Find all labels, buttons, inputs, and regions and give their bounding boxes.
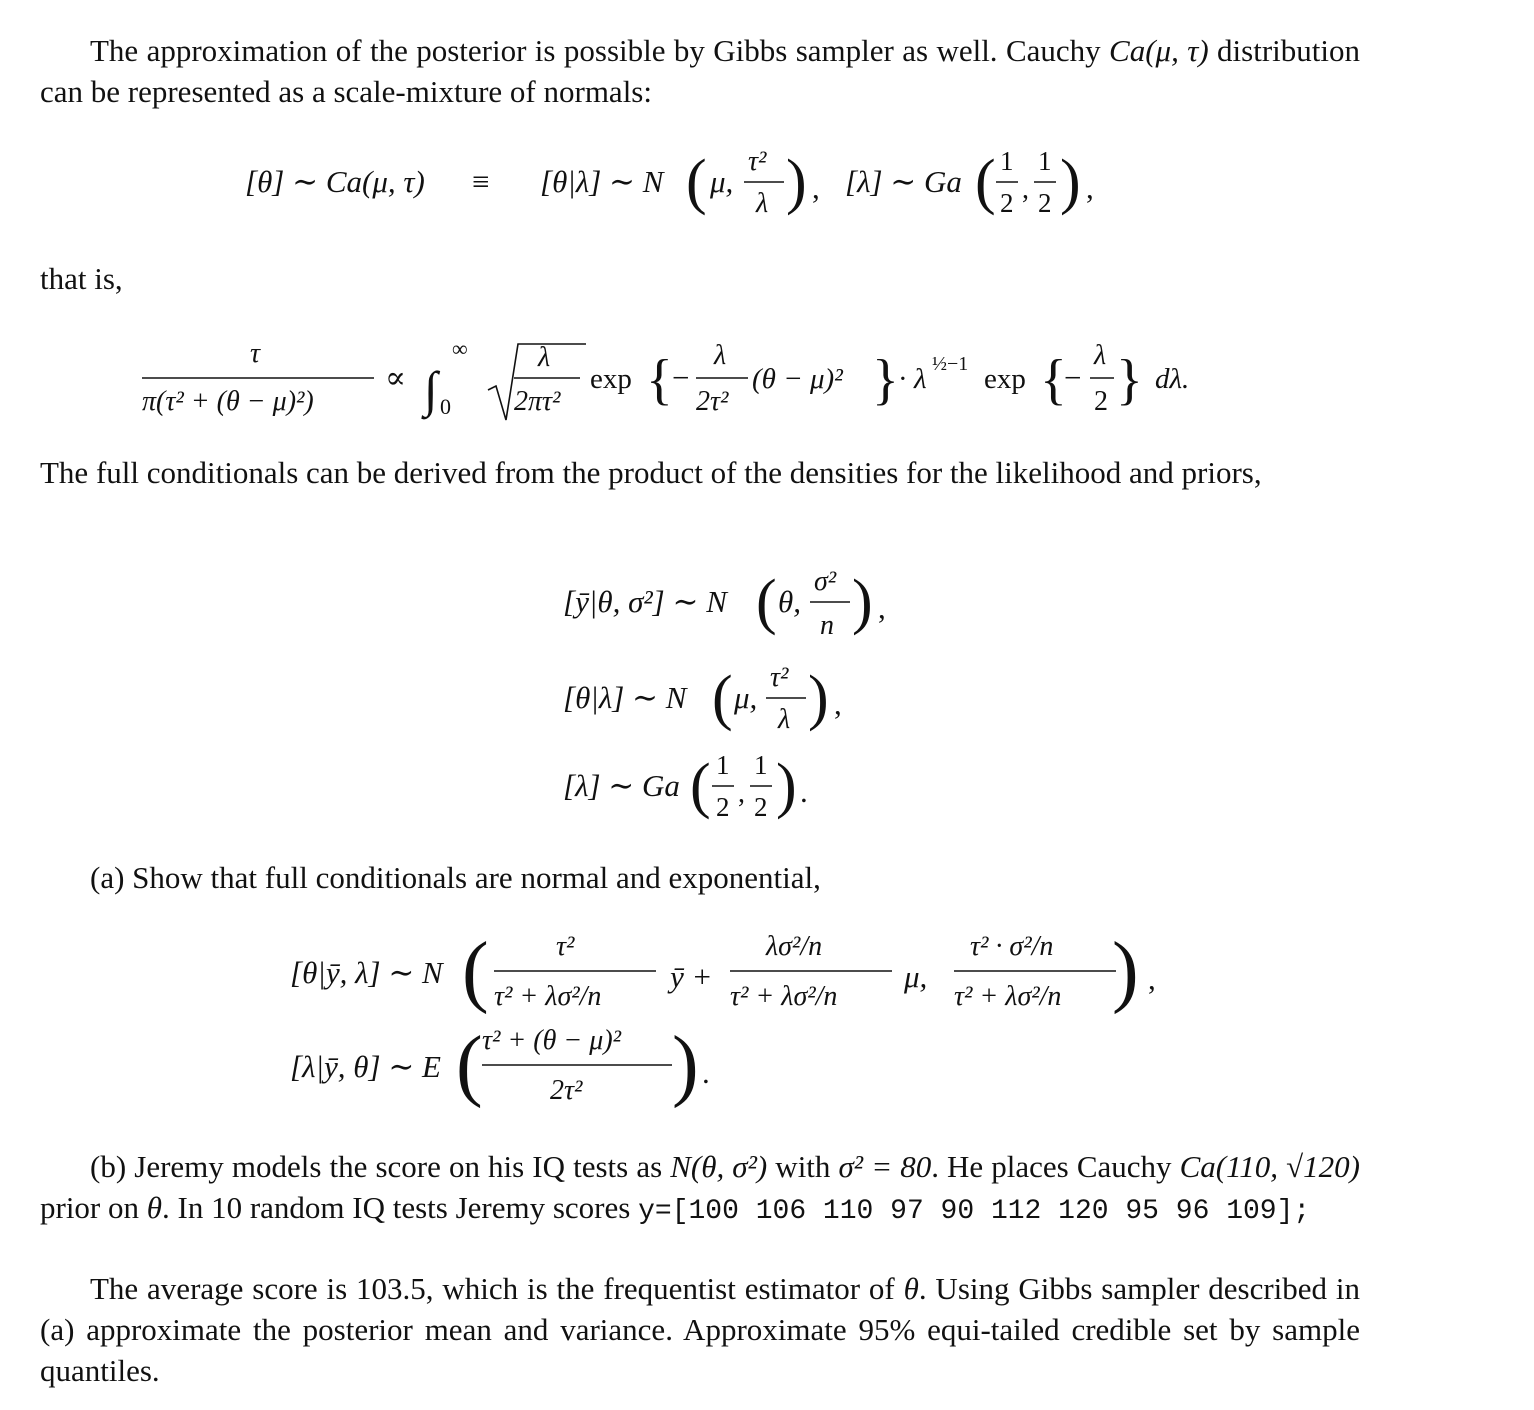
- eq2-brace2-close: }: [1116, 349, 1143, 411]
- eq1-equiv: ≡: [472, 164, 490, 199]
- eq1-half2-den: 2: [1038, 188, 1052, 218]
- part-b-label: (b): [90, 1149, 127, 1184]
- eq2-sqrt-den: 2πτ²: [514, 386, 561, 417]
- part-b-sigma: σ² = 80: [838, 1149, 932, 1184]
- eq3-l3-period: .: [800, 774, 808, 809]
- eq3-l1-comma: ,: [878, 590, 886, 625]
- eq2-last-den: 2: [1094, 386, 1108, 417]
- part-b-theta: θ: [146, 1190, 162, 1225]
- part-b-text-3: . He places Cauchy: [931, 1149, 1180, 1184]
- eq3-l1-paren-open: (: [756, 568, 777, 636]
- eq3-l1-theta: θ,: [778, 584, 801, 619]
- part-b-text-2: with: [767, 1149, 839, 1184]
- eq3-l2-comma: ,: [834, 686, 842, 721]
- final-text-2: . Using Gibbs sampler described in (a) approximate the posterior mean and variance. Approximate 95% equi-tailed credible set by sample quantiles.: [40, 1271, 1360, 1388]
- eq2-lhs-num: τ: [250, 338, 261, 369]
- eq2-brace-open: {: [646, 349, 673, 411]
- eq2-lower: 0: [440, 394, 451, 419]
- intro-paragraph: [40, 30, 1360, 112]
- eq2-minus2: −: [1064, 360, 1082, 395]
- eq4-f3-den: τ² + λσ²/n: [954, 981, 1062, 1012]
- eq1-half1-num: 1: [1000, 146, 1014, 176]
- eq4-line1: [θ|ȳ, λ] ∼ N: [290, 955, 443, 990]
- part-b-paragraph: [40, 1146, 1360, 1232]
- eq4-line2: [λ|ȳ, θ] ∼ E: [290, 1049, 441, 1084]
- eq4-f2-num: λσ²/n: [766, 931, 823, 962]
- eq1-end-comma: ,: [1086, 170, 1094, 205]
- eq1-frac-num: τ²: [748, 146, 767, 177]
- eq3-l1-paren-close: ): [852, 568, 873, 636]
- eq1-mid: [θ|λ] ∼ N: [540, 164, 664, 199]
- eq2-sqrt-num: λ: [538, 342, 551, 373]
- final-theta: θ: [903, 1271, 919, 1306]
- eq2-propto: ∝: [385, 360, 406, 395]
- eq4-f4-den: 2τ²: [550, 1075, 583, 1106]
- eq1-comma2: ,: [1022, 174, 1029, 205]
- eq4-l2-paren-close: ): [672, 1021, 699, 1109]
- eq1-mu: μ,: [710, 164, 734, 199]
- eq3-l1-den: n: [820, 610, 834, 641]
- eq3-l2-paren-close: ): [808, 664, 829, 732]
- eq3-l2-mu: μ,: [734, 680, 758, 715]
- eq4-l1-paren-close: ): [1112, 927, 1139, 1015]
- eq4-f1-num: τ²: [556, 931, 575, 962]
- eq3-line1: [ȳ|θ, σ²] ∼ N: [563, 584, 727, 619]
- eq1-half1-den: 2: [1000, 188, 1014, 218]
- eq2-term-rest: (θ − μ)²: [752, 363, 843, 395]
- cauchy-notation: Ca(μ, τ): [1109, 33, 1209, 68]
- eq3-l3-paren-close: ): [776, 752, 797, 820]
- eq1-paren-open: (: [686, 148, 707, 216]
- eq4-f2-den: τ² + λσ²/n: [730, 981, 838, 1012]
- eq2-minus: −: [672, 360, 690, 395]
- eq3-l2-num: τ²: [770, 662, 789, 693]
- intro-text-2: distribution can be represented as a scale-mixture of normals:: [40, 33, 1360, 109]
- part-b-text-1: Jeremy models the score on his IQ tests as: [134, 1149, 671, 1184]
- part-a-label: (a): [90, 860, 125, 895]
- that-is-text: that is,: [40, 261, 123, 296]
- eq1-rhs: [λ] ∼ Ga: [845, 164, 962, 199]
- priors-equations: [0, 560, 1534, 840]
- eq2-brace-close: }: [872, 349, 899, 411]
- eq3-l2-paren-open: (: [712, 664, 733, 732]
- eq2-exp2: exp: [984, 363, 1026, 395]
- full-conditionals-equations: [0, 925, 1534, 1125]
- eq2-term-den: 2τ²: [696, 386, 729, 417]
- eq2-exp: exp: [590, 363, 632, 395]
- eq1-gparen-close: ): [1060, 148, 1081, 216]
- eq3-l3-h2-num: 1: [754, 750, 768, 780]
- part-b-model: N(θ, σ²): [670, 1149, 768, 1184]
- eq2-term-num: λ: [714, 340, 727, 371]
- eq3-l3-comma: ,: [738, 778, 745, 809]
- full-conditionals-paragraph: The full conditionals can be derived from the product of the densities for the likelihood and priors,: [40, 455, 1262, 490]
- eq2-lam-pow: λ: [914, 363, 927, 395]
- final-text-1: The average score is 103.5, which is the frequentist estimator of: [90, 1271, 904, 1306]
- eq4-f1-den: τ² + λσ²/n: [494, 981, 602, 1012]
- scale-mixture-equation: [0, 140, 1534, 240]
- eq3-l2-den: λ: [778, 704, 791, 735]
- part-a-text: Show that full conditionals are normal and exponential,: [132, 860, 821, 895]
- eq4-ybar: ȳ +: [670, 959, 713, 994]
- eq4-f3-num: τ² · σ²/n: [970, 931, 1054, 962]
- eq3-l3-h1-num: 1: [716, 750, 730, 780]
- final-paragraph: [40, 1268, 1360, 1391]
- eq1-half2-num: 1: [1038, 146, 1052, 176]
- eq1-lhs: [θ] ∼ Ca(μ, τ): [245, 164, 425, 199]
- part-b-prior: Ca(110, √120): [1179, 1149, 1360, 1184]
- integral-equation: [0, 330, 1534, 430]
- eq2-pow: ½−1: [932, 353, 969, 375]
- eq1-comma: ,: [812, 170, 820, 205]
- eq4-f4-num: τ² + (θ − μ)²: [482, 1025, 622, 1056]
- eq4-mu: μ,: [904, 959, 928, 994]
- eq2-last-num: λ: [1094, 340, 1107, 371]
- eq4-l2-period: .: [702, 1055, 710, 1090]
- eq3-l1-num: σ²: [814, 566, 837, 597]
- eq1-paren-close: ): [786, 148, 807, 216]
- eq4-l1-comma: ,: [1148, 961, 1156, 996]
- eq4-l1-paren-open: (: [462, 927, 489, 1015]
- part-b-code: y=[100 106 110 97 90 112 120 95 96 109];: [638, 1196, 1311, 1227]
- eq3-line2: [θ|λ] ∼ N: [563, 680, 687, 715]
- eq3-l3-h2-den: 2: [754, 792, 768, 822]
- part-a-paragraph: [40, 857, 1360, 898]
- eq3-l3-h1-den: 2: [716, 792, 730, 822]
- eq4-l2-paren-open: (: [456, 1021, 483, 1109]
- eq3-l3-paren-open: (: [690, 752, 711, 820]
- part-b-text-5: . In 10 random IQ tests Jeremy scores: [162, 1190, 639, 1225]
- eq2-dlam: dλ.: [1155, 363, 1190, 395]
- part-b-text-4: prior on: [40, 1190, 147, 1225]
- eq2-brace2-open: {: [1040, 349, 1067, 411]
- eq2-integral: ∫: [424, 361, 438, 417]
- eq3-line3: [λ] ∼ Ga: [563, 768, 680, 803]
- eq2-cdot: ·: [898, 363, 908, 395]
- eq1-gparen-open: (: [975, 148, 996, 216]
- eq2-upper: ∞: [452, 336, 468, 361]
- eq1-frac-den: λ: [756, 188, 769, 219]
- eq2-lhs-den: π(τ² + (θ − μ)²): [142, 386, 314, 417]
- intro-text: The approximation of the posterior is possible by Gibbs sampler as well. Cauchy: [90, 33, 1110, 68]
